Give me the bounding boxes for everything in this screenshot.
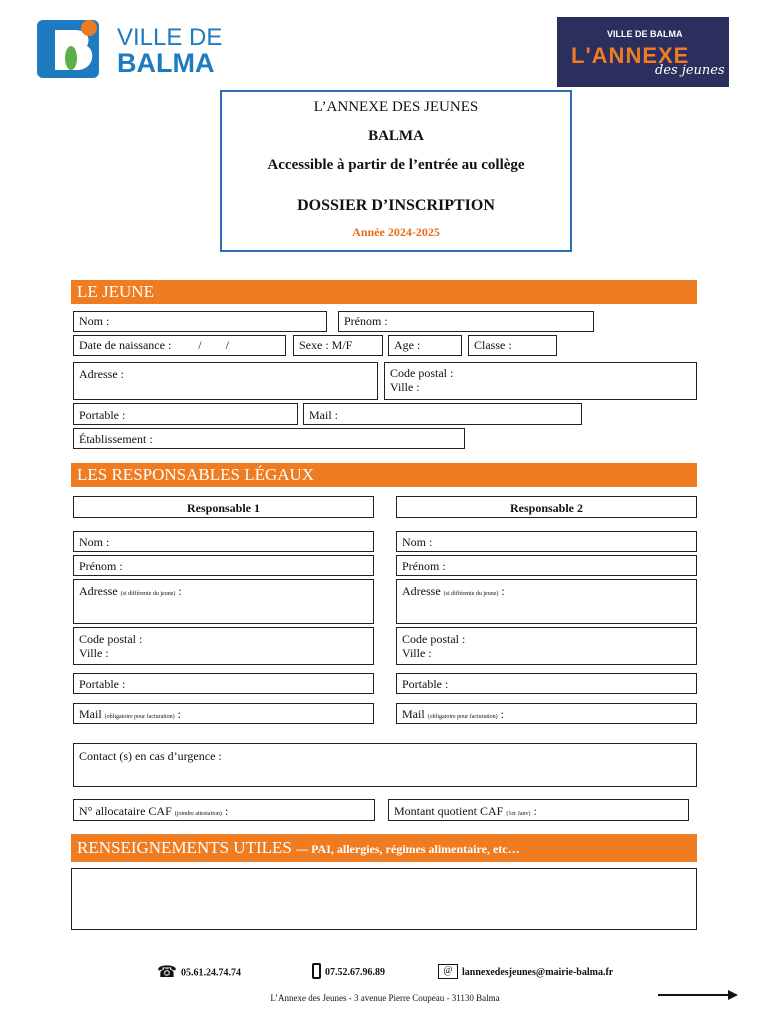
r2-mail-note: (obligatoire pour facturation): [427, 714, 498, 720]
title-line3: Accessible à partir de l’entrée au collège: [267, 157, 525, 173]
renseignements-sub: — PAI, allergies, régimes alimentaire, etc…: [296, 842, 520, 856]
r1-nom-field[interactable]: Nom :: [73, 531, 374, 552]
r2-adresse-label: Adresse: [402, 584, 441, 598]
r2-adresse-colon: :: [501, 584, 505, 598]
caf-note: (joindre attestation): [174, 811, 222, 817]
title-year: Année 2024-2025: [352, 225, 440, 239]
title-line4: DOSSIER D’INSCRIPTION: [297, 197, 495, 214]
r1-adresse-field[interactable]: [73, 579, 374, 624]
jeune-sexe-field[interactable]: Sexe : M/F: [293, 335, 383, 356]
r1-mail-field[interactable]: [73, 703, 374, 724]
r1-adresse-label: Adresse: [79, 584, 118, 598]
quotient-colon: :: [533, 804, 537, 818]
jeune-portable-field[interactable]: Portable :: [73, 403, 298, 425]
logo-text-line2: BALMA: [117, 48, 215, 78]
title-box: [220, 90, 572, 252]
jeune-code-postal-ville-field[interactable]: [384, 362, 697, 400]
r2-prenom-field[interactable]: Prénom :: [396, 555, 697, 576]
r1-mail-colon: :: [177, 707, 181, 721]
r1-code-postal-label: Code postal :: [79, 632, 143, 646]
jeune-adresse-field[interactable]: Adresse :: [73, 362, 378, 400]
jeune-etablissement-field[interactable]: Établissement :: [73, 428, 465, 449]
caf-colon: :: [224, 804, 229, 818]
jeune-age-field[interactable]: Age :: [388, 335, 462, 356]
r1-prenom-field[interactable]: Prénom :: [73, 555, 374, 576]
next-page-arrow-icon[interactable]: [658, 988, 738, 1002]
footer-phone1: [157, 962, 241, 982]
r2-ville-label: Ville :: [402, 646, 432, 660]
section-renseignements: [71, 834, 697, 862]
contact-urgence-field[interactable]: Contact (s) en cas d’urgence :: [73, 743, 697, 787]
renseignements-heading: RENSEIGNEMENTS UTILES: [77, 838, 292, 857]
quotient-caf-field[interactable]: [388, 799, 689, 821]
r1-code-postal-ville-field[interactable]: [73, 627, 374, 665]
quotient-note: (1er Janv): [506, 811, 531, 817]
r2-mail-colon: :: [500, 707, 504, 721]
r2-portable-field[interactable]: Portable :: [396, 673, 697, 694]
logo-script-text: des jeunes: [655, 63, 725, 78]
responsable2-header: Responsable 2: [396, 496, 697, 518]
caf-label: N° allocataire CAF: [79, 804, 172, 818]
jeune-prenom-label: Prénom :: [344, 314, 388, 328]
r2-mail-label: Mail: [402, 707, 425, 721]
logo-text-line1: VILLE DE: [117, 24, 223, 51]
logo-main-text: L'ANNEXE: [571, 43, 690, 68]
r1-mail-label: Mail: [79, 707, 102, 721]
email-text: lannexedesjeunes@mairie-balma.fr: [462, 967, 614, 978]
date-label: Date de naissance :: [79, 338, 172, 352]
section-le-jeune: LE JEUNE: [71, 280, 697, 304]
mobile-phone-icon: [312, 963, 321, 979]
logo-small-text: VILLE DE BALMA: [607, 29, 683, 39]
ville-label: Ville :: [390, 380, 420, 394]
phone2-text: 07.52.67.96.89: [325, 967, 385, 978]
phone-icon: ☎: [157, 964, 177, 981]
r2-code-postal-label: Code postal :: [402, 632, 466, 646]
r1-adresse-colon: :: [178, 584, 182, 598]
date-separators: / /: [198, 338, 229, 352]
jeune-prenom-field[interactable]: [338, 311, 594, 332]
r2-mail-field[interactable]: [396, 703, 697, 724]
jeune-date-naissance-field[interactable]: [73, 335, 286, 356]
r2-nom-field[interactable]: Nom :: [396, 531, 697, 552]
r2-adresse-note: (si différente du jeune): [443, 591, 499, 597]
r1-adresse-note: (si différente du jeune): [120, 591, 176, 597]
jeune-nom-field[interactable]: Nom :: [73, 311, 327, 332]
r1-ville-label: Ville :: [79, 646, 109, 660]
responsable1-header: Responsable 1: [73, 496, 374, 518]
ville-de-balma-logo: [37, 18, 227, 80]
renseignements-field[interactable]: [71, 868, 697, 930]
code-postal-label: Code postal :: [390, 366, 454, 380]
title-line2: BALMA: [368, 128, 424, 144]
jeune-mail-field[interactable]: Mail :: [303, 403, 582, 425]
r1-portable-field[interactable]: Portable :: [73, 673, 374, 694]
title-line1: L’ANNEXE DES JEUNES: [313, 99, 479, 115]
section-responsables: LES RESPONSABLES LÉGAUX: [71, 463, 697, 487]
balma-b-logo-icon: [37, 18, 103, 80]
r1-mail-note: (obligatoire pour facturation): [104, 714, 175, 720]
r2-code-postal-ville-field[interactable]: [396, 627, 697, 665]
email-icon: @: [438, 964, 458, 979]
r2-adresse-field[interactable]: [396, 579, 697, 624]
footer-address: L’Annexe des Jeunes - 3 avenue Pierre Coupeau - 31130 Balma: [270, 993, 500, 1003]
jeune-classe-field[interactable]: Classe :: [468, 335, 557, 356]
footer-phone2: [312, 962, 385, 982]
phone1-text: 05.61.24.74.74: [180, 967, 241, 979]
caf-allocataire-field[interactable]: [73, 799, 375, 821]
annexe-jeunes-logo: [557, 17, 729, 87]
quotient-label: Montant quotient CAF: [394, 804, 504, 818]
footer-email[interactable]: [438, 962, 613, 982]
